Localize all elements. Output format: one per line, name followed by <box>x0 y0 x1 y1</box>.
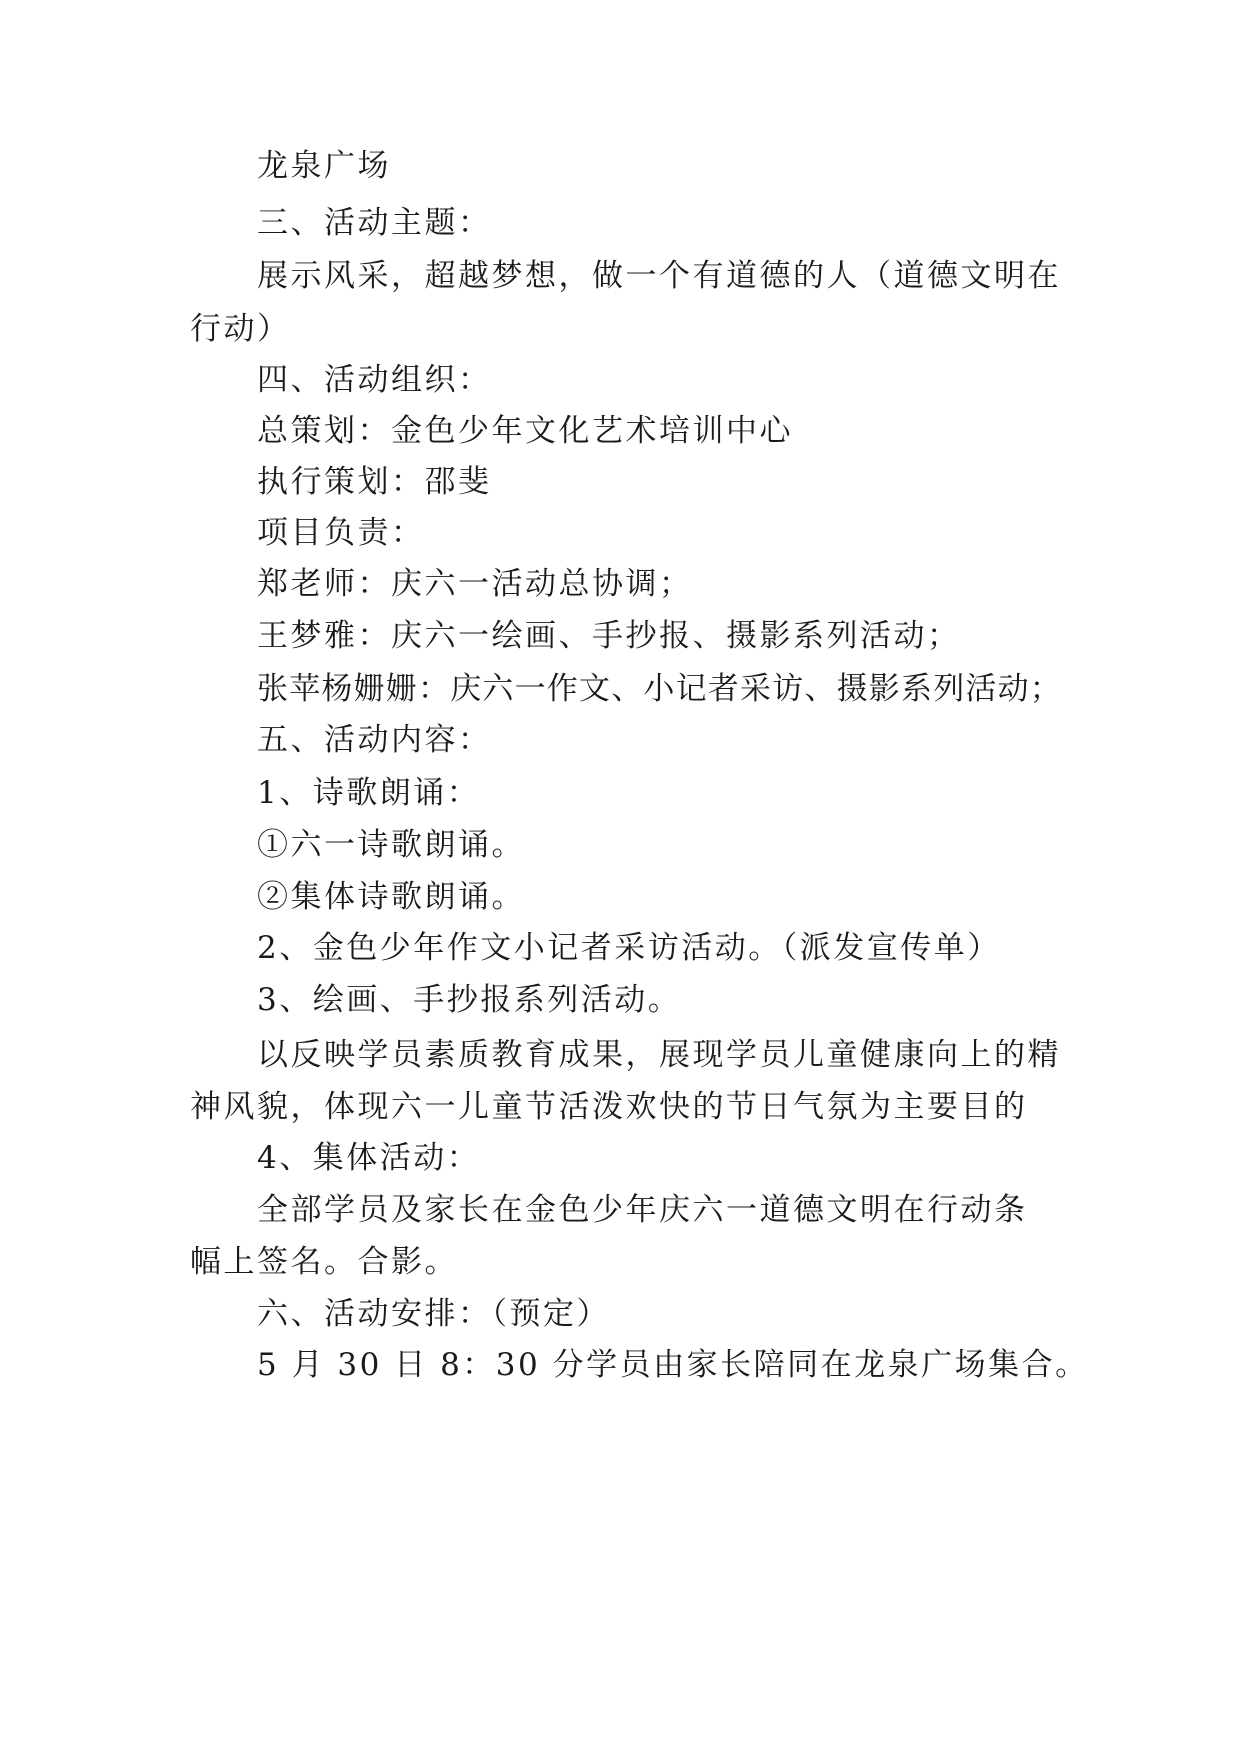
text-line-item-2: 2、金色少年作文小记者采访活动。（派发宣传单） <box>257 930 1001 966</box>
heading-activity-schedule: 六、活动安排：（预定） <box>257 1296 610 1332</box>
text-line-project-lead: 项目负责： <box>257 515 425 551</box>
text-line-chief-planner: 总策划：金色少年文化艺术培训中心 <box>257 413 793 449</box>
text-line-item-1a: ①六一诗歌朗诵。 <box>257 827 525 863</box>
text-line-item-3: 3、绘画、手抄报系列活动。 <box>257 982 682 1018</box>
text-line-item-4: 4、集体活动： <box>257 1140 481 1176</box>
text-line-signing: 全部学员及家长在金色少年庆六一道德文明在行动条 <box>257 1192 1028 1228</box>
text-line-theme: 展示风采，超越梦想，做一个有道德的人（道德文明在 <box>257 258 1061 294</box>
text-line-theme-cont: 行动） <box>190 311 291 347</box>
text-line-signing-cont: 幅上签名。合影。 <box>190 1244 458 1280</box>
text-line-location: 龙泉广场 <box>257 148 391 184</box>
text-line-teacher-zheng: 郑老师：庆六一活动总协调； <box>257 566 693 602</box>
text-line-executive-planner: 执行策划：邵斐 <box>257 464 492 500</box>
heading-activity-content: 五、活动内容： <box>257 722 492 758</box>
text-line-item-1b: ②集体诗歌朗诵。 <box>257 879 525 915</box>
heading-activity-organization: 四、活动组织： <box>257 362 492 398</box>
text-line-wang-mengya: 王梦雅：庆六一绘画、手抄报、摄影系列活动； <box>257 618 961 654</box>
text-line-zhang-ping: 张苹杨姗姗：庆六一作文、小记者采访、摄影系列活动； <box>257 671 1062 707</box>
heading-activity-theme: 三、活动主题： <box>257 205 492 241</box>
text-line-purpose-cont: 神风貌，体现六一儿童节活泼欢快的节日气氛为主要目的 <box>190 1089 1028 1125</box>
text-line-schedule-may30: 5 月 30 日 8：30 分学员由家长陪同在龙泉广场集合。 <box>257 1347 1089 1383</box>
text-line-purpose: 以反映学员素质教育成果，展现学员儿童健康向上的精 <box>257 1037 1061 1073</box>
text-line-item-1: 1、诗歌朗诵： <box>257 775 481 811</box>
